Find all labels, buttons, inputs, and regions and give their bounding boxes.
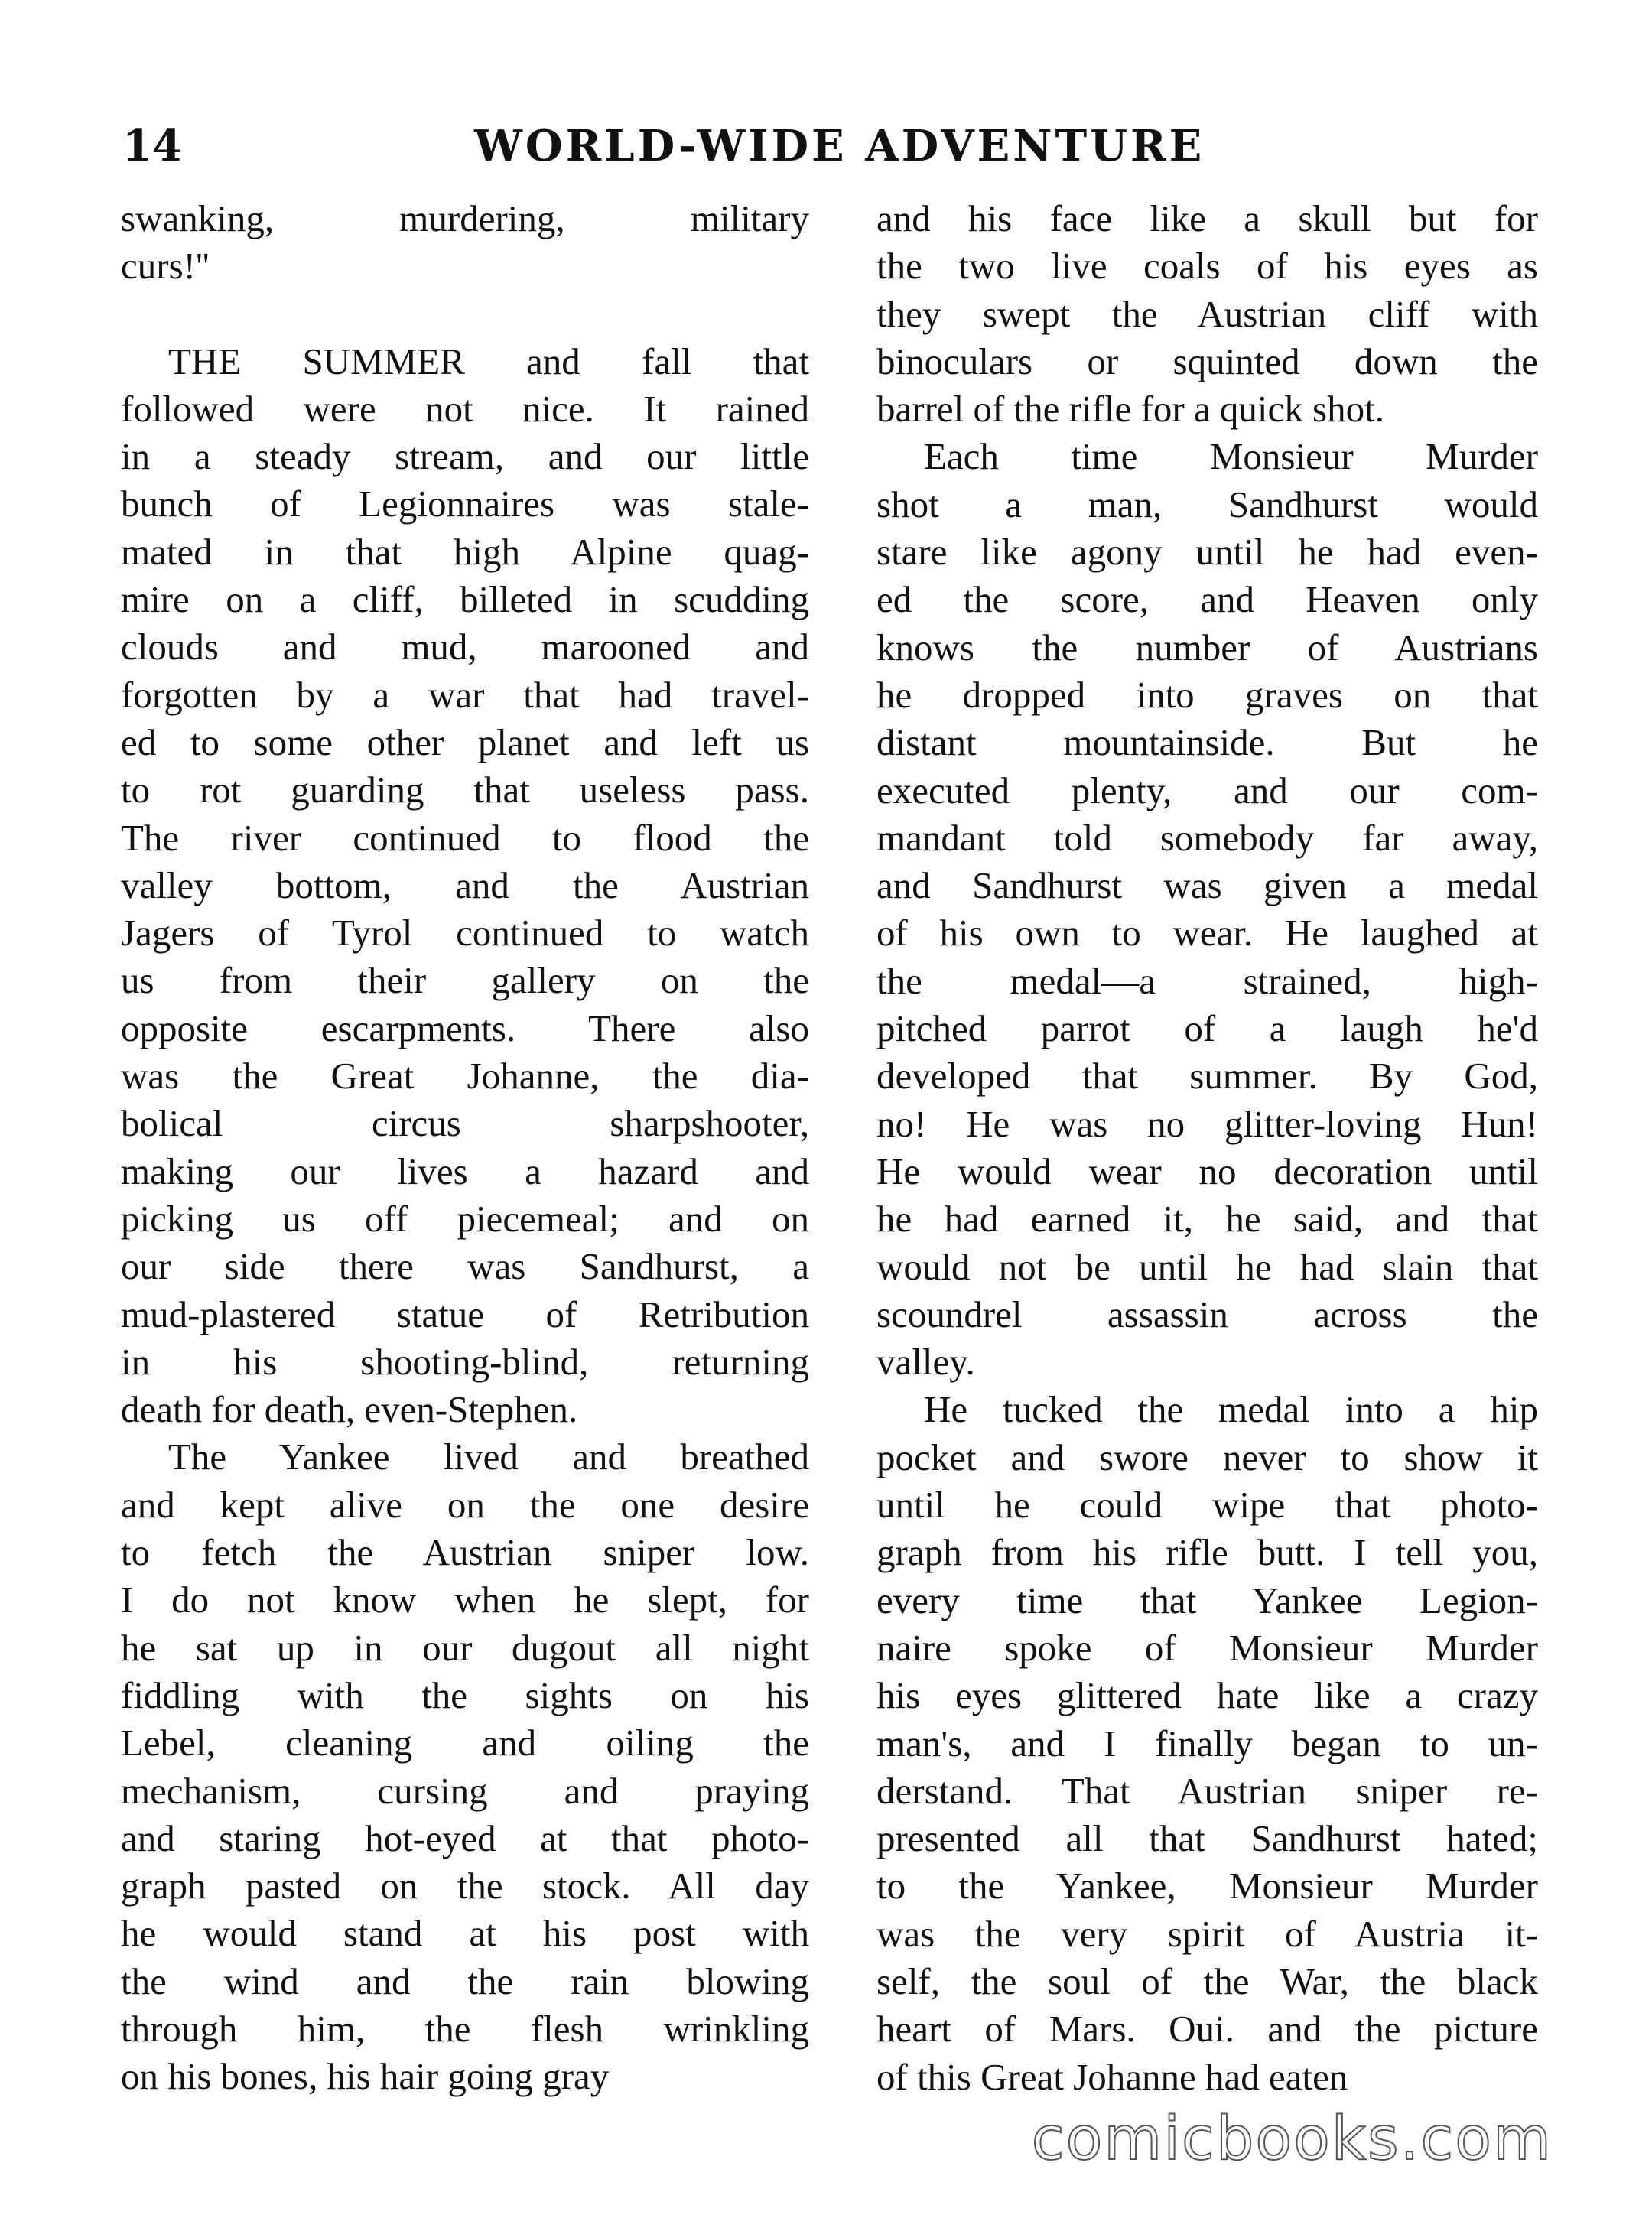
text-line: making our lives a hazard and xyxy=(121,1150,809,1192)
text-line: our side there was Sandhurst, a xyxy=(121,1245,809,1288)
page-number: 14 xyxy=(122,121,182,171)
text-line: valley bottom, and the Austrian xyxy=(121,863,809,906)
text-line: Lebel, cleaning and oiling the xyxy=(121,1722,809,1764)
text-line: of his own to wear. He laughed at xyxy=(876,912,1538,955)
text-line: us from their gallery on the xyxy=(121,959,809,1002)
text-line: graph from his rifle butt. I tell you, xyxy=(876,1531,1538,1574)
text-line: would not be until he had slain that xyxy=(876,1245,1538,1288)
text-line: was the Great Johanne, the dia- xyxy=(121,1055,809,1098)
text-line: clouds and mud, marooned and xyxy=(121,626,809,668)
text-line: valley. xyxy=(876,1341,975,1384)
paragraph xyxy=(121,1433,809,2100)
text-line: He tucked the medal into a hip xyxy=(924,1388,1538,1431)
text-line: The Yankee lived and breathed xyxy=(168,1436,809,1478)
text-line: presented all that Sandhurst hated; xyxy=(876,1817,1538,1860)
text-line: ed to some other planet and left us xyxy=(121,720,809,763)
text-line: in a steady stream, and our little xyxy=(121,435,809,478)
text-line: distant mountainside. But he xyxy=(876,721,1538,764)
text-line: he would stand at his post with xyxy=(121,1912,809,1955)
text-line: shot a man, Sandhurst would xyxy=(876,483,1538,525)
text-line: He would wear no decoration until xyxy=(876,1150,1538,1192)
text-line: graph pasted on the stock. All day xyxy=(121,1865,809,1907)
text-line: heart of Mars. Oui. and the picture xyxy=(876,2008,1538,2051)
text-line: fiddling with the sights on his xyxy=(121,1673,809,1716)
text-line: executed plenty, and our com- xyxy=(876,769,1538,811)
paragraph xyxy=(121,338,809,1434)
right-column xyxy=(876,195,1538,2101)
text-line: mire on a cliff, billeted in scudding xyxy=(121,578,809,621)
text-line: he sat up in our dugout all night xyxy=(121,1626,809,1669)
text-line: through him, the flesh wrinkling xyxy=(121,2007,809,2050)
text-line: and kept alive on the one desire xyxy=(121,1483,809,1526)
text-line: followed were not nice. It rained xyxy=(121,387,809,430)
text-line: he dropped into graves on that xyxy=(876,673,1538,716)
text-line: barrel of the rifle for a quick shot. xyxy=(876,388,1384,431)
text-line: he had earned it, he said, and that xyxy=(876,1198,1538,1241)
text-line: forgotten by a war that had travel- xyxy=(121,673,809,716)
text-line: in his shooting-blind, returning xyxy=(121,1340,809,1383)
text-line: self, the soul of the War, the black xyxy=(876,1959,1538,2002)
text-line: mechanism, cursing and praying xyxy=(121,1769,809,1812)
text-line: and staring hot-eyed at that photo- xyxy=(121,1816,809,1859)
watermark-text: comicbooks.com xyxy=(1031,2105,1553,2174)
text-line: the medal—a strained, high- xyxy=(876,959,1538,1002)
text-line: on his bones, his hair going gray xyxy=(121,2055,610,2098)
paragraph xyxy=(121,195,809,291)
text-line: curs!'' xyxy=(121,245,210,288)
text-line: his eyes glittered hate like a crazy xyxy=(876,1674,1538,1717)
text-line: bunch of Legionnaires was stale- xyxy=(121,483,809,525)
text-line: naire spoke of Monsieur Murder xyxy=(876,1626,1538,1669)
text-line: stare like agony until he had even- xyxy=(876,531,1538,574)
paragraph xyxy=(876,195,1538,433)
text-line: pitched parrot of a laugh he'd xyxy=(876,1007,1538,1050)
text-line: pocket and swore never to show it xyxy=(876,1436,1538,1478)
text-line: to fetch the Austrian sniper low. xyxy=(121,1531,809,1574)
text-line: mandant told somebody far away, xyxy=(876,816,1538,859)
text-line: no! He was no glitter-loving Hun! xyxy=(876,1102,1538,1145)
text-line: I do not know when he slept, for xyxy=(121,1579,809,1621)
text-line: bolical circus sharpshooter, xyxy=(121,1102,809,1145)
text-line: the wind and the rain blowing xyxy=(121,1959,809,2002)
text-line: swanking, murdering, military xyxy=(121,197,809,239)
text-line: Each time Monsieur Murder xyxy=(924,435,1538,478)
text-line: of this Great Johanne had eaten xyxy=(876,2055,1348,2098)
text-line: opposite escarpments. There also xyxy=(121,1007,809,1049)
text-line: the two live coals of his eyes as xyxy=(876,245,1538,288)
text-line: developed that summer. By God, xyxy=(876,1055,1538,1098)
text-line: knows the number of Austrians xyxy=(876,626,1538,668)
text-line: death for death, even-Stephen. xyxy=(121,1388,578,1431)
paragraph xyxy=(876,433,1538,1386)
text-line: man's, and I finally began to un- xyxy=(876,1722,1538,1764)
text-line: and his face like a skull but for xyxy=(876,197,1538,239)
text-line: binoculars or squinted down the xyxy=(876,340,1538,382)
text-line: scoundrel assassin across the xyxy=(876,1293,1538,1335)
text-line: The river continued to flood the xyxy=(121,816,809,859)
text-line: was the very spirit of Austria it- xyxy=(876,1912,1538,1955)
text-line: derstand. That Austrian sniper re- xyxy=(876,1769,1538,1812)
left-column xyxy=(121,195,809,2101)
text-line: mated in that high Alpine quag- xyxy=(121,530,809,573)
text-line: to rot guarding that useless pass. xyxy=(121,769,809,811)
text-line: every time that Yankee Legion- xyxy=(876,1579,1538,1621)
text-line: to the Yankee, Monsieur Murder xyxy=(876,1865,1538,1907)
text-line: they swept the Austrian cliff with xyxy=(876,292,1538,335)
text-line: Jagers of Tyrol continued to watch xyxy=(121,912,809,955)
text-line: and Sandhurst was given a medal xyxy=(876,864,1538,907)
text-line: until he could wipe that photo- xyxy=(876,1484,1538,1527)
text-line: THE SUMMER and fall that xyxy=(168,340,809,382)
paragraph xyxy=(876,1386,1538,2100)
page-header xyxy=(122,115,1560,184)
text-line: ed the score, and Heaven only xyxy=(876,578,1538,621)
text-line: picking us off piecemeal; and on xyxy=(121,1197,809,1240)
text-line: mud-plastered statue of Retribution xyxy=(121,1293,809,1335)
running-title: WORLD-WIDE ADVENTURE xyxy=(474,121,1205,171)
